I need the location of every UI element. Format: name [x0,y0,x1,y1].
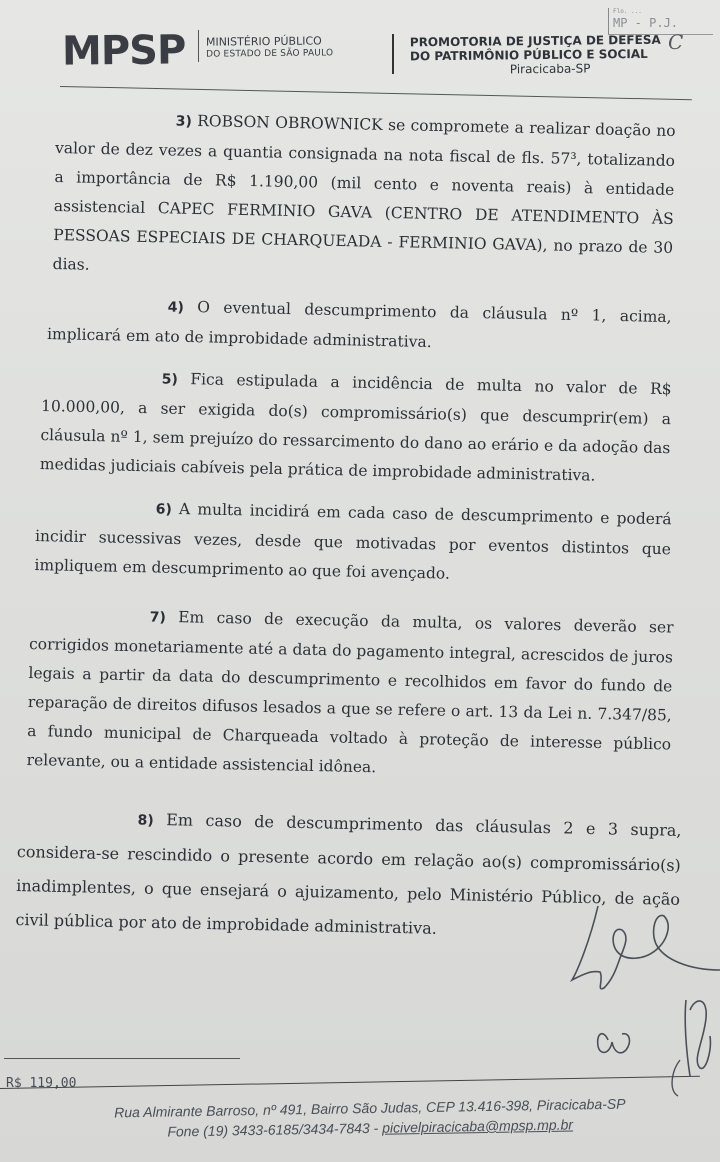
footer-address [70,1093,671,1143]
unit-line-1: PROMOTORIA DE JUSTIÇA DE DEFESA [409,32,661,50]
clause-number: 4) [167,299,184,316]
clause-4 [47,290,672,362]
footer-value: R$ 119,00 [6,1076,77,1091]
signature-line [4,1058,240,1059]
organization-name [206,35,333,60]
org-line-2: DO ESTADO DE SÃO PAULO [206,48,334,60]
clause-number: 7) [149,609,166,626]
email-link[interactable]: picivelpiracicaba@mpsp.mp.br [382,1116,574,1136]
unit-name [410,33,670,78]
clause-5 [40,362,672,492]
stamp-small-text: Flo. ... [613,8,642,15]
handwritten-initial: C [668,30,684,54]
clause-6 [34,492,672,593]
stamp-text: MP - P.J. [613,16,679,30]
clause-text: ROBSON OBROWNICK se compromete a realizar doação no valor de dez vezes a quantia consignada na nota fiscal de fls. 57³, totalizando a importância de R$ 1.190,00 (mil cento e noventa reais) à entidade assistencial CAPEC FERMINIO GAVA (CENTRO DE ATENDIMENTO ÀS PESSOAS ESPECIAIS DE CHARQUEADA - FERMINIO GAVA), no prazo de 30 dias. [52,111,676,274]
logo-divider [198,30,199,62]
header-rule [60,86,692,100]
clause-text: Em caso de execução da multa, os valores deverão ser corrigidos monetariamente até a data do pagamento integral, acrescidos de juros legais a partir da data do descumprimento e recolhidos em favor do fundo de reparação de direitos difusos lesados a que se refere o art. 13 da Lei n. 7.347/85, a fundo municipal de Charqueada voltado à proteção de interesse público relevante, ou a entidade assistencial idônea. [26,608,674,777]
clause-text: Em caso de descumprimento das cláusulas 2 e 3 supra, considera-se rescindido o presente acordo em relação ao(s) compromissário(s) inadimplentes, o que ensejará o ajuizamento, pelo Ministério Público, de ação civil pública por ato de improbidade administrativa. [15,810,682,938]
clause-text: O eventual descumprimento da cláusula nº 1, acima, implicará em ato de improbidade administrativa. [46,298,672,352]
unit-city: Piracicaba-SP [509,61,591,77]
clause-number: 8) [137,812,154,829]
handwritten-signature [560,900,720,1100]
clause-3 [52,104,676,292]
clause-number: 5) [161,371,178,388]
header-divider [392,34,394,74]
clause-number: 6) [155,501,172,518]
letterhead [0,0,720,110]
page-stamp [608,8,713,35]
org-line-1: MINISTÉRIO PÚBLICO [205,34,322,49]
unit-line-2: DO PATRIMÔNIO PÚBLICO E SOCIAL [409,46,648,64]
clause-number: 3) [175,113,192,130]
clause-text: Fica estipulada a incidência de multa no valor de R$ 10.000,00, a ser exigida do(s) compromissário(s) que descumprir(em) a cláusula nº 1, sem prejuízo do ressarcimento do dano ao erário e da adoção das medidas judiciais cabíveis pela prática de improbidade administrativa. [39,370,672,485]
phone-text: Fone (19) 3433-6185/3434-7843 - [167,1119,383,1140]
clause-7 [26,600,674,788]
clause-text: A multa incidirá em cada caso de descumprimento e poderá incidir sucessivas vezes, desde que motivadas por eventos distintos que impliquem em descumprimento ao que foi avençado. [34,500,672,583]
mpsp-logo: MPSP [61,27,186,75]
address-line: Rua Almirante Barroso, nº 491, Bairro São Judas, CEP 13.416-398, Piracicaba-SP [113,1095,626,1121]
